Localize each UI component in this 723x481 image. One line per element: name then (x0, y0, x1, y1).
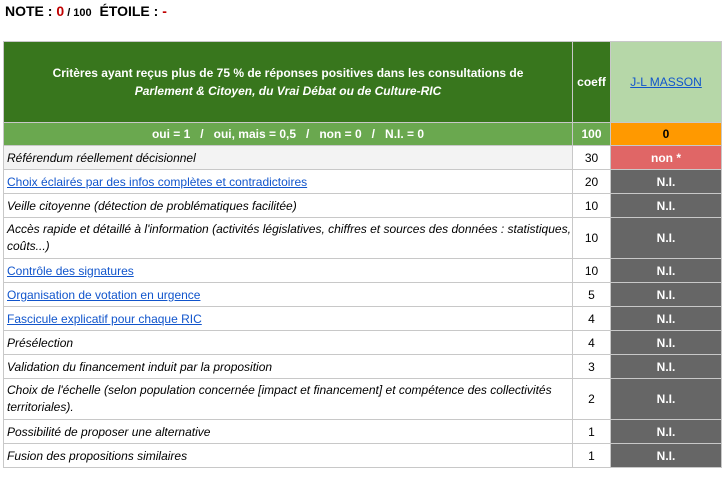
note-label: NOTE (5, 3, 44, 19)
criterion-value: N.I. (611, 194, 722, 218)
criterion-link[interactable]: Organisation de votation en urgence (7, 287, 201, 302)
etoile-sep: : (149, 3, 163, 19)
criteria-header-line1: Critères ayant reçus plus de 75 % de réponses positives dans les consultations de (52, 66, 524, 80)
criterion-value: N.I. (611, 259, 722, 283)
criterion-coeff: 2 (573, 379, 611, 420)
criterion-value: N.I. (611, 307, 722, 331)
table-row (4, 194, 722, 218)
criterion-value: N.I. (611, 444, 722, 468)
table-header-row (4, 42, 722, 123)
table-row (4, 218, 722, 259)
criteria-header (4, 42, 573, 123)
criterion-link[interactable]: Choix éclairés par des infos complètes et contradictoires (7, 174, 308, 189)
etoile-value: - (162, 3, 167, 19)
criterion-label[interactable] (4, 259, 573, 283)
criterion-value: N.I. (611, 170, 722, 194)
criterion-value: N.I. (611, 355, 722, 379)
criterion-label: Possibilité de proposer une alternative (4, 420, 573, 444)
criterion-label[interactable] (4, 170, 573, 194)
scale-total: 100 (573, 123, 611, 146)
criterion-label: Choix de l'échelle (selon population concernée [impact et financement] et compétence des collectivités territoriales). (4, 379, 573, 420)
scale-row (4, 123, 722, 146)
table-row (4, 170, 722, 194)
criterion-value: N.I. (611, 218, 722, 259)
criterion-label: Référendum réellement décisionnel (4, 146, 573, 170)
note-sep: : (43, 3, 57, 19)
criterion-coeff: 5 (573, 283, 611, 307)
criterion-coeff: 4 (573, 307, 611, 331)
criterion-label: Accès rapide et détaillé à l'information (activités législatives, chiffres et sources des données : statistiques, coûts...) (4, 218, 573, 259)
criterion-value: N.I. (611, 420, 722, 444)
criterion-coeff: 30 (573, 146, 611, 170)
table-row (4, 420, 722, 444)
etoile-label: ÉTOILE (99, 3, 150, 19)
criterion-label[interactable] (4, 283, 573, 307)
criterion-coeff: 10 (573, 218, 611, 259)
coeff-header: coeff (573, 42, 611, 123)
criterion-coeff: 1 (573, 444, 611, 468)
criterion-link[interactable]: Fascicule explicatif pour chaque RIC (7, 311, 202, 326)
criterion-value: N.I. (611, 379, 722, 420)
table-row (4, 259, 722, 283)
candidate-link[interactable]: J-L MASSON (630, 75, 702, 89)
criterion-label: Validation du financement induit par la proposition (4, 355, 573, 379)
criterion-label[interactable] (4, 307, 573, 331)
criterion-value: N.I. (611, 283, 722, 307)
note-score: 0 (56, 3, 65, 19)
table-row (4, 444, 722, 468)
table-row (4, 379, 722, 420)
criterion-value: non * (611, 146, 722, 170)
table-row (4, 355, 722, 379)
criterion-coeff: 4 (573, 331, 611, 355)
table-row (4, 331, 722, 355)
criterion-coeff: 1 (573, 420, 611, 444)
criterion-coeff: 10 (573, 194, 611, 218)
criterion-coeff: 3 (573, 355, 611, 379)
criterion-link[interactable]: Contrôle des signatures (7, 263, 134, 278)
table-row (4, 146, 722, 170)
note-out-of: / 100 (64, 7, 92, 19)
criterion-label: Présélection (4, 331, 573, 355)
candidate-header (611, 42, 722, 123)
table-row (4, 307, 722, 331)
criterion-value: N.I. (611, 331, 722, 355)
criteria-header-line2: Parlement & Citoyen, du Vrai Débat ou de Culture-RIC (134, 84, 442, 98)
criterion-label: Veille citoyenne (détection de problématiques facilitée) (4, 194, 573, 218)
scale-legend: oui = 1 / oui, mais = 0,5 / non = 0 / N.I. = 0 (4, 123, 573, 146)
criterion-coeff: 20 (573, 170, 611, 194)
note-line (5, 3, 167, 19)
criterion-coeff: 10 (573, 259, 611, 283)
criteria-table (3, 41, 722, 468)
candidate-score: 0 (611, 123, 722, 146)
criterion-label: Fusion des propositions similaires (4, 444, 573, 468)
table-row (4, 283, 722, 307)
